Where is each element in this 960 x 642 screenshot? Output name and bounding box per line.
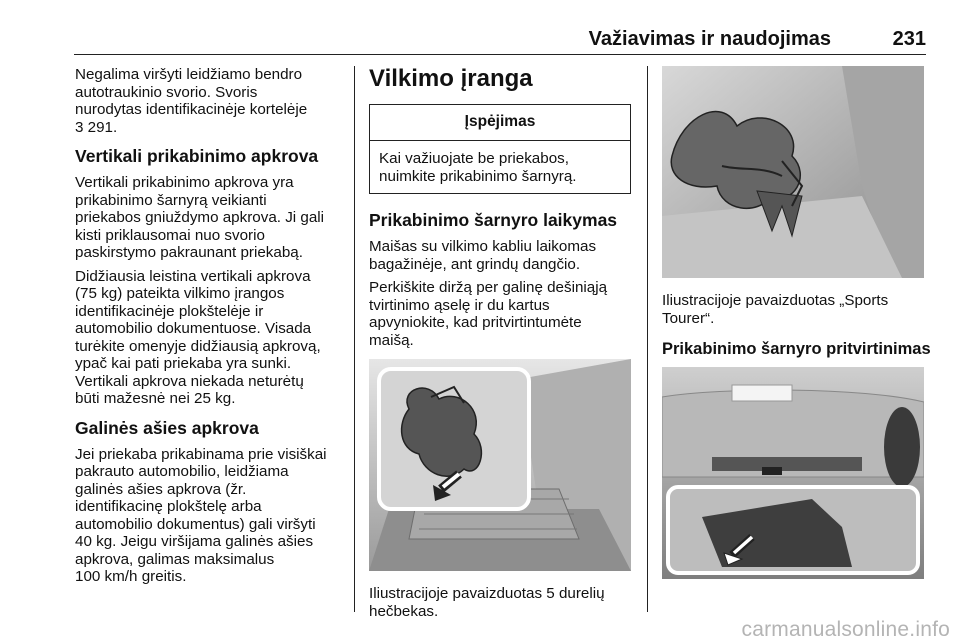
paragraph-vertical-load-2: Didžiausia leistina vertikali apkrova (75 kg) pateikta vilkimo įrangos identifikacinėje plokštelėje ir automobilio dokumentuose. Visada turėkite omenyje didžiausią apkrovą, ypač kai pati priekaba yra sunki. Vertikali apkrova niekada neturėtų būti mažesnė nei 25 kg. — [75, 267, 321, 407]
section-title-towing-equipment: Vilkimo įranga — [369, 65, 533, 92]
paragraph-vertical-load-1: Vertikali prikabinimo apkrova yra prikabinimo šarnyrą veikianti priekabos gniuždymo apkrova. Ji gali kisti priklausomai nuo svorio paskirstymo pakraunant priekabą. — [75, 174, 325, 261]
heading-rear-axle-load: Galinės ašies apkrova — [75, 417, 259, 438]
page-number: 231 — [892, 28, 926, 50]
caption-sports-tourer: Iliustracijoje pavaizduotas „Sports Tourer“. — [662, 292, 889, 327]
heading-mounting: Prikabinimo šarnyro pritvirtinimas — [662, 340, 931, 358]
warning-box — [369, 104, 631, 194]
caption-hatchback: Iliustracijoje pavaizduotas 5 durelių hečbekas. — [369, 585, 605, 620]
watermark: carmanualsonline.info — [741, 618, 950, 641]
heading-storage: Prikabinimo šarnyro laikymas — [369, 210, 618, 230]
sports-tourer-trunk-illustration — [662, 66, 924, 278]
paragraph-storage-1: Maišas su vilkimo kabliu laikomas bagažinėje, ant grindų dangčio. — [369, 238, 597, 273]
warning-body: Kai važiuojate be priekabos, nuimkite prikabinimo šarnyrą. — [379, 150, 577, 185]
column-divider-2 — [647, 66, 648, 612]
column-1 — [75, 66, 343, 592]
column-3 — [662, 66, 931, 579]
header-title: Važiavimas ir naudojimas — [588, 28, 831, 50]
tow-bar-mounting-illustration — [662, 367, 924, 579]
paragraph-rear-axle-load: Jei priekaba prikabinama prie visiškai pakrauto automobilio, leidžiama galinės ašies apkrova (žr. identifikacinę plokštelę arba automobilio dokumentus) gali viršyti 40 kg. Jeigu viršijama galinės ašies apkrova, galimas maksimalus 100 km/h greitis. — [75, 445, 327, 585]
intro-paragraph: Negalima viršyti leidžiamo bendro autotraukinio svorio. Svoris nurodytas identifikacinėje kortelėje 3 291. — [75, 66, 308, 136]
warning-heading: Įspėjimas — [370, 105, 630, 141]
column-2 — [369, 66, 634, 626]
heading-vertical-load: Vertikali prikabinimo apkrova — [75, 146, 319, 166]
paragraph-storage-2: Perkiškite diržą per galinę dešiniąją tvirtinimo ąselę ir du kartus apvyniokite, kad pritvirtintumėte maišą. — [369, 279, 608, 349]
column-divider-1 — [354, 66, 355, 612]
trunk-bag-illustration — [369, 359, 631, 571]
page-reference-link[interactable]: 3 291. — [75, 118, 118, 136]
page-header — [74, 28, 926, 55]
